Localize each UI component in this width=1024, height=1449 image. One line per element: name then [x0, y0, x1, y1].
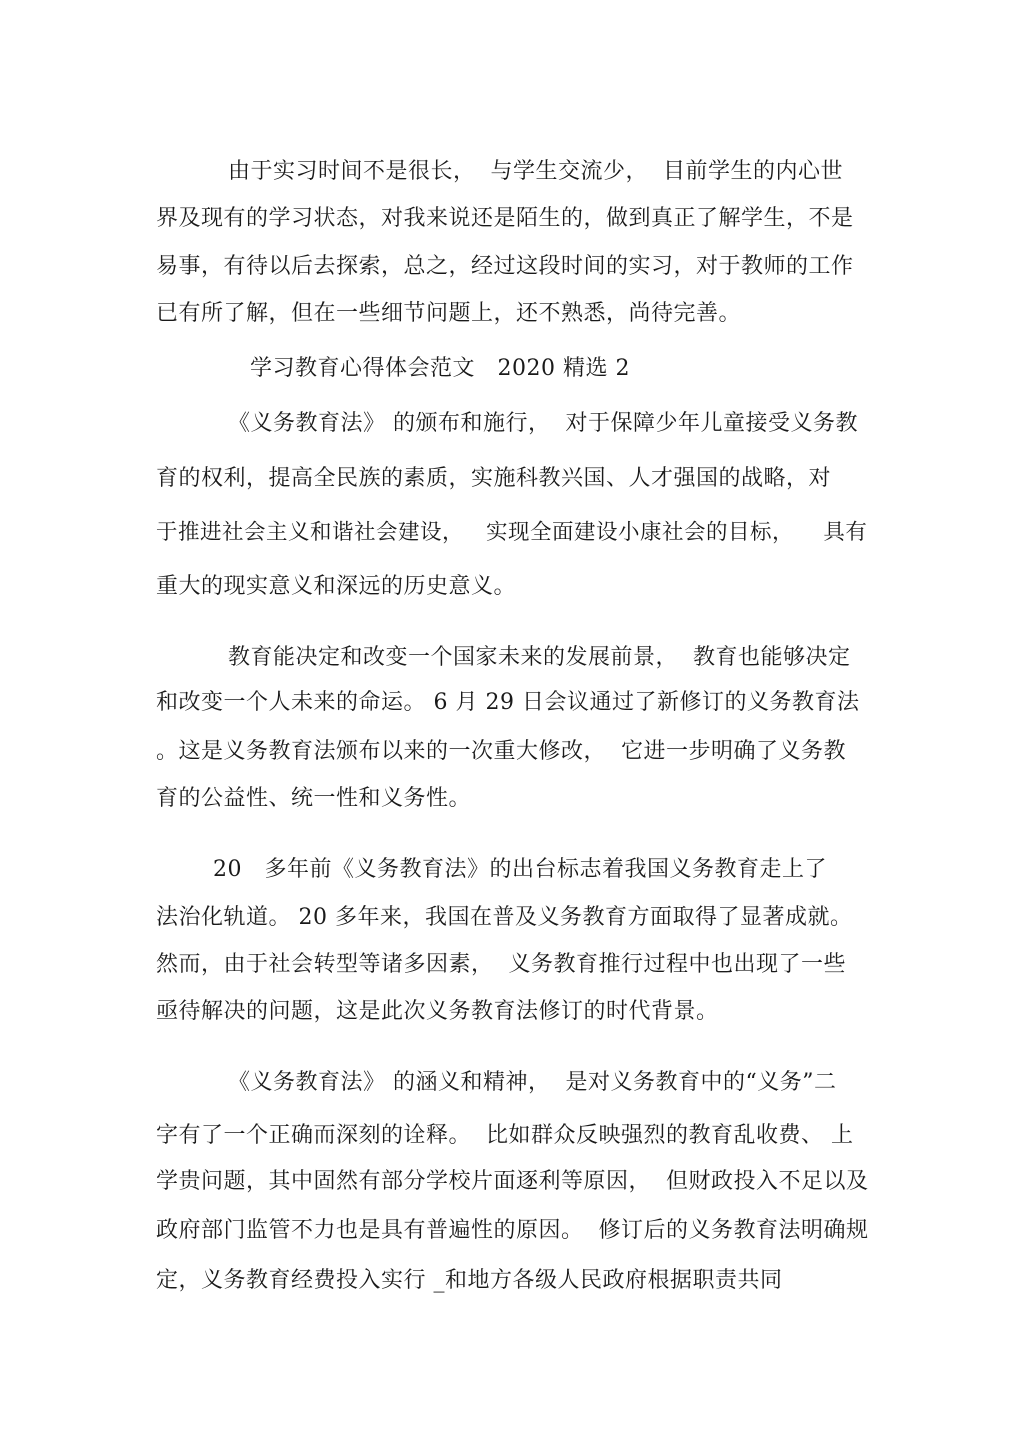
- paragraph-1-line-4: 已有所了解，但在一些细节问题上，还不熟悉，尚待完善。: [156, 301, 742, 326]
- paragraph-1-line-1: 由于实习时间不是很长， 与学生交流少， 目前学生的内心世: [228, 159, 843, 184]
- paragraph-3-line-4: 育的公益性、统一性和义务性。: [156, 786, 472, 811]
- paragraph-4-line-3: 然而，由于社会转型等诸多因素， 义务教育推行过程中也出现了一些: [156, 952, 846, 977]
- paragraph-1-line-2: 界及现有的学习状态，对我来说还是陌生的，做到真正了解学生，不是: [156, 206, 854, 231]
- paragraph-5-line-5: 定，义务教育经费投入实行 _和地方各级人民政府根据职责共同: [156, 1268, 783, 1293]
- paragraph-4-line-2: 法治化轨道。 20 多年来，我国在普及义务教育方面取得了显著成就。: [156, 905, 853, 930]
- paragraph-5-line-2: 字有了一个正确而深刻的诠释。 比如群众反映强烈的教育乱收费、 上: [156, 1123, 854, 1148]
- paragraph-2-line-4: 重大的现实意义和深远的历史意义。: [156, 574, 517, 599]
- paragraph-2-line-1: 《义务教育法》 的颁布和施行， 对于保障少年儿童接受义务教: [228, 411, 858, 436]
- paragraph-5-line-3: 学贵问题，其中固然有部分学校片面逐利等原因， 但财政投入不足以及: [156, 1169, 869, 1194]
- paragraph-3-line-2: 和改变一个人未来的命运。 6 月 29 日会议通过了新修订的义务教育法: [156, 690, 860, 715]
- paragraph-5-line-1: 《义务教育法》 的涵义和精神， 是对义务教育中的“义务”二: [228, 1070, 837, 1095]
- paragraph-4-line-4: 亟待解决的问题，这是此次义务教育法修订的时代背景。: [156, 999, 719, 1024]
- paragraph-1-line-3: 易事，有待以后去探索，总之，经过这段时间的实习，对于教师的工作: [156, 254, 854, 279]
- paragraph-3-line-3: 。这是义务教育法颁布以来的一次重大修改， 它进一步明确了义务教: [156, 739, 846, 764]
- paragraph-2-line-2: 育的权利，提高全民族的素质，实施科教兴国、人才强国的战略，对: [156, 466, 832, 491]
- paragraph-4-line-1: 20 多年前《义务教育法》的出台标志着我国义务教育走上了: [213, 857, 827, 882]
- paragraph-3-line-1: 教育能决定和改变一个国家未来的发展前景， 教育也能够决定: [228, 645, 851, 670]
- section-heading: 学习教育心得体会范文 2020 精选 2: [250, 356, 630, 381]
- paragraph-2-line-3: 于推进社会主义和谐社会建设， 实现全面建设小康社会的目标， 具有: [156, 520, 868, 545]
- paragraph-5-line-4: 政府部门监管不力也是具有普遍性的原因。 修订后的义务教育法明确规: [156, 1218, 869, 1243]
